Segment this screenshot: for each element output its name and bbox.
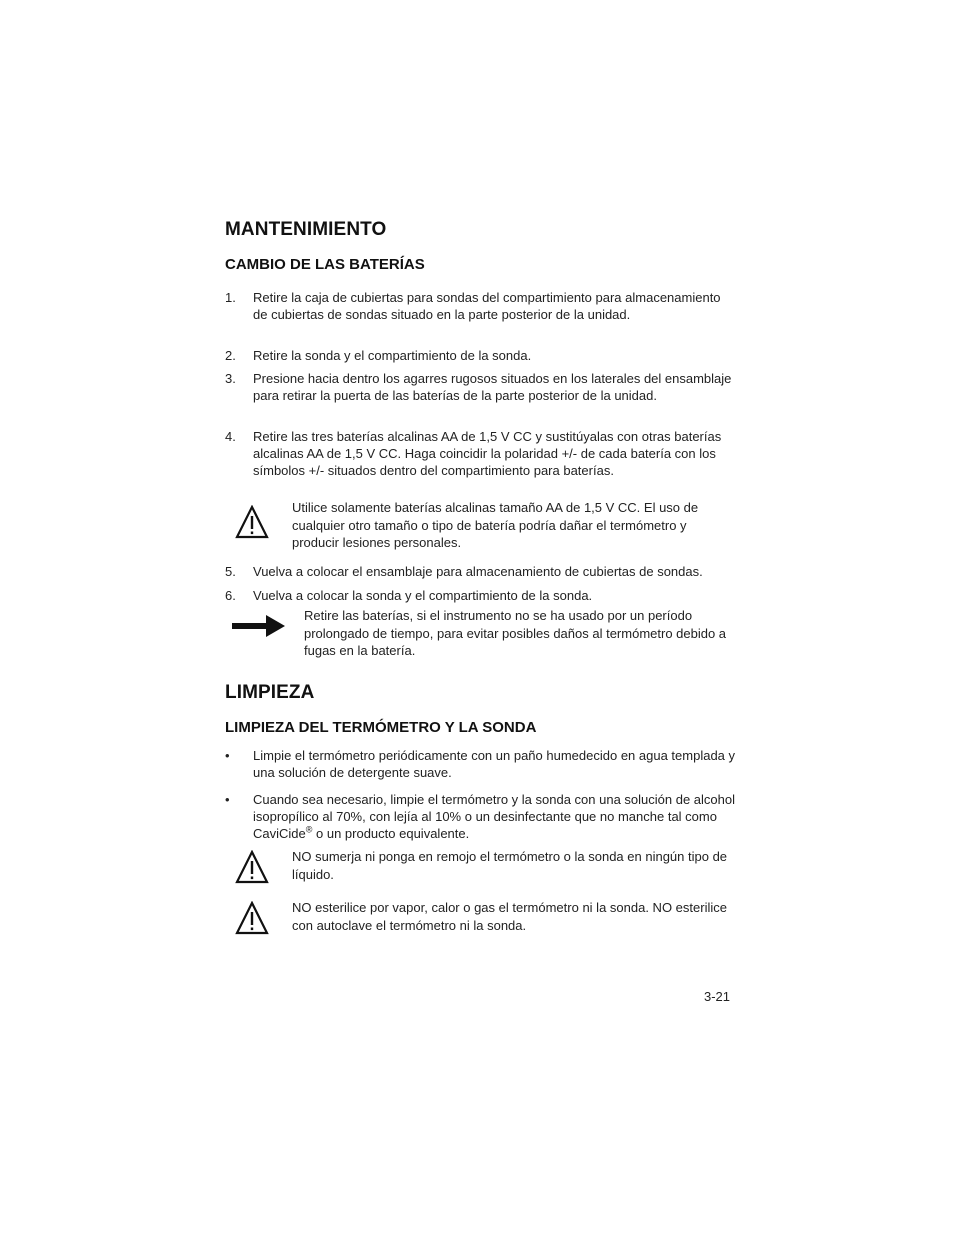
warning-triangle-icon <box>235 505 269 544</box>
step-text: Presione hacia dentro los agarres rugosos situados en los laterales del ensamblaje para retirar la puerta de las baterías de la parte posterior de la unidad. <box>253 371 732 403</box>
step-number: 2. <box>225 348 236 363</box>
bullet-text <box>253 791 735 842</box>
step-number: 5. <box>225 564 236 579</box>
warning-triangle-icon <box>235 850 269 889</box>
step-text: Vuelva a colocar el ensamblaje para almacenamiento de cubiertas de sondas. <box>253 564 703 579</box>
step-text: Vuelva a colocar la sonda y el compartimiento de la sonda. <box>253 588 593 603</box>
arrow-right-icon <box>232 614 286 643</box>
bullet-text: Limpie el termómetro periódicamente con un paño humedecido en agua templada y una solución de detergente suave. <box>253 748 736 780</box>
warning-no-immerse: NO sumerja ni ponga en remojo el termómetro o la sonda en ningún tipo de líquido. <box>292 849 728 882</box>
section-title-mantenimiento: MANTENIMIENTO <box>225 219 387 240</box>
step-text: Retire las tres baterías alcalinas AA de 1,5 V CC y sustitúyalas con otras baterías alcalinas AA de 1,5 V CC. Haga coincidir la polaridad +/- de cada batería con los símbolos +/- situados dentro del compartimiento para baterías. <box>253 429 722 478</box>
bullet-mark: • <box>225 748 230 763</box>
step-text: Retire la caja de cubiertas para sondas del compartimiento para almacenamiento de cubiertas de sondas situado en la parte posterior de la unidad. <box>253 290 721 322</box>
manual-page <box>225 0 735 1235</box>
bullet-text-main: Cuando sea necesario, limpie el termómetro y la sonda con una solución de alcohol isopropílico al 70%, con lejía al 10% o un desinfectante que no manche tal como CaviCide <box>253 792 736 841</box>
bullet-text-end: o un producto equivalente. <box>312 826 470 841</box>
step-text: Retire la sonda y el compartimiento de la sonda. <box>253 348 532 363</box>
step-number: 3. <box>225 371 236 386</box>
page-number: 3-21 <box>704 989 731 1004</box>
warning-triangle-icon <box>235 901 269 940</box>
warning-batteries: Utilice solamente baterías alcalinas tamaño AA de 1,5 V CC. El uso de cualquier otro tamaño o tipo de batería podría dañar el termómetro y producir lesiones personales. <box>292 500 699 550</box>
step-number: 4. <box>225 429 236 444</box>
step-number: 6. <box>225 588 236 603</box>
step-number: 1. <box>225 290 236 305</box>
section-title-limpieza: LIMPIEZA <box>225 682 315 703</box>
note-remove-batteries: Retire las baterías, si el instrumento no se ha usado por un período prolongado de tiempo, para evitar posibles daños al termómetro debido a fugas en la batería. <box>304 608 727 658</box>
warning-no-sterilize: NO esterilice por vapor, calor o gas el termómetro ni la sonda. NO esterilice con autoclave el termómetro ni la sonda. <box>292 900 727 933</box>
bullet-mark: • <box>225 792 230 807</box>
subsection-title-limpieza: LIMPIEZA DEL TERMÓMETRO Y LA SONDA <box>225 719 537 736</box>
subsection-title-baterias: CAMBIO DE LAS BATERÍAS <box>225 256 425 273</box>
registered-mark: ® <box>305 824 313 835</box>
